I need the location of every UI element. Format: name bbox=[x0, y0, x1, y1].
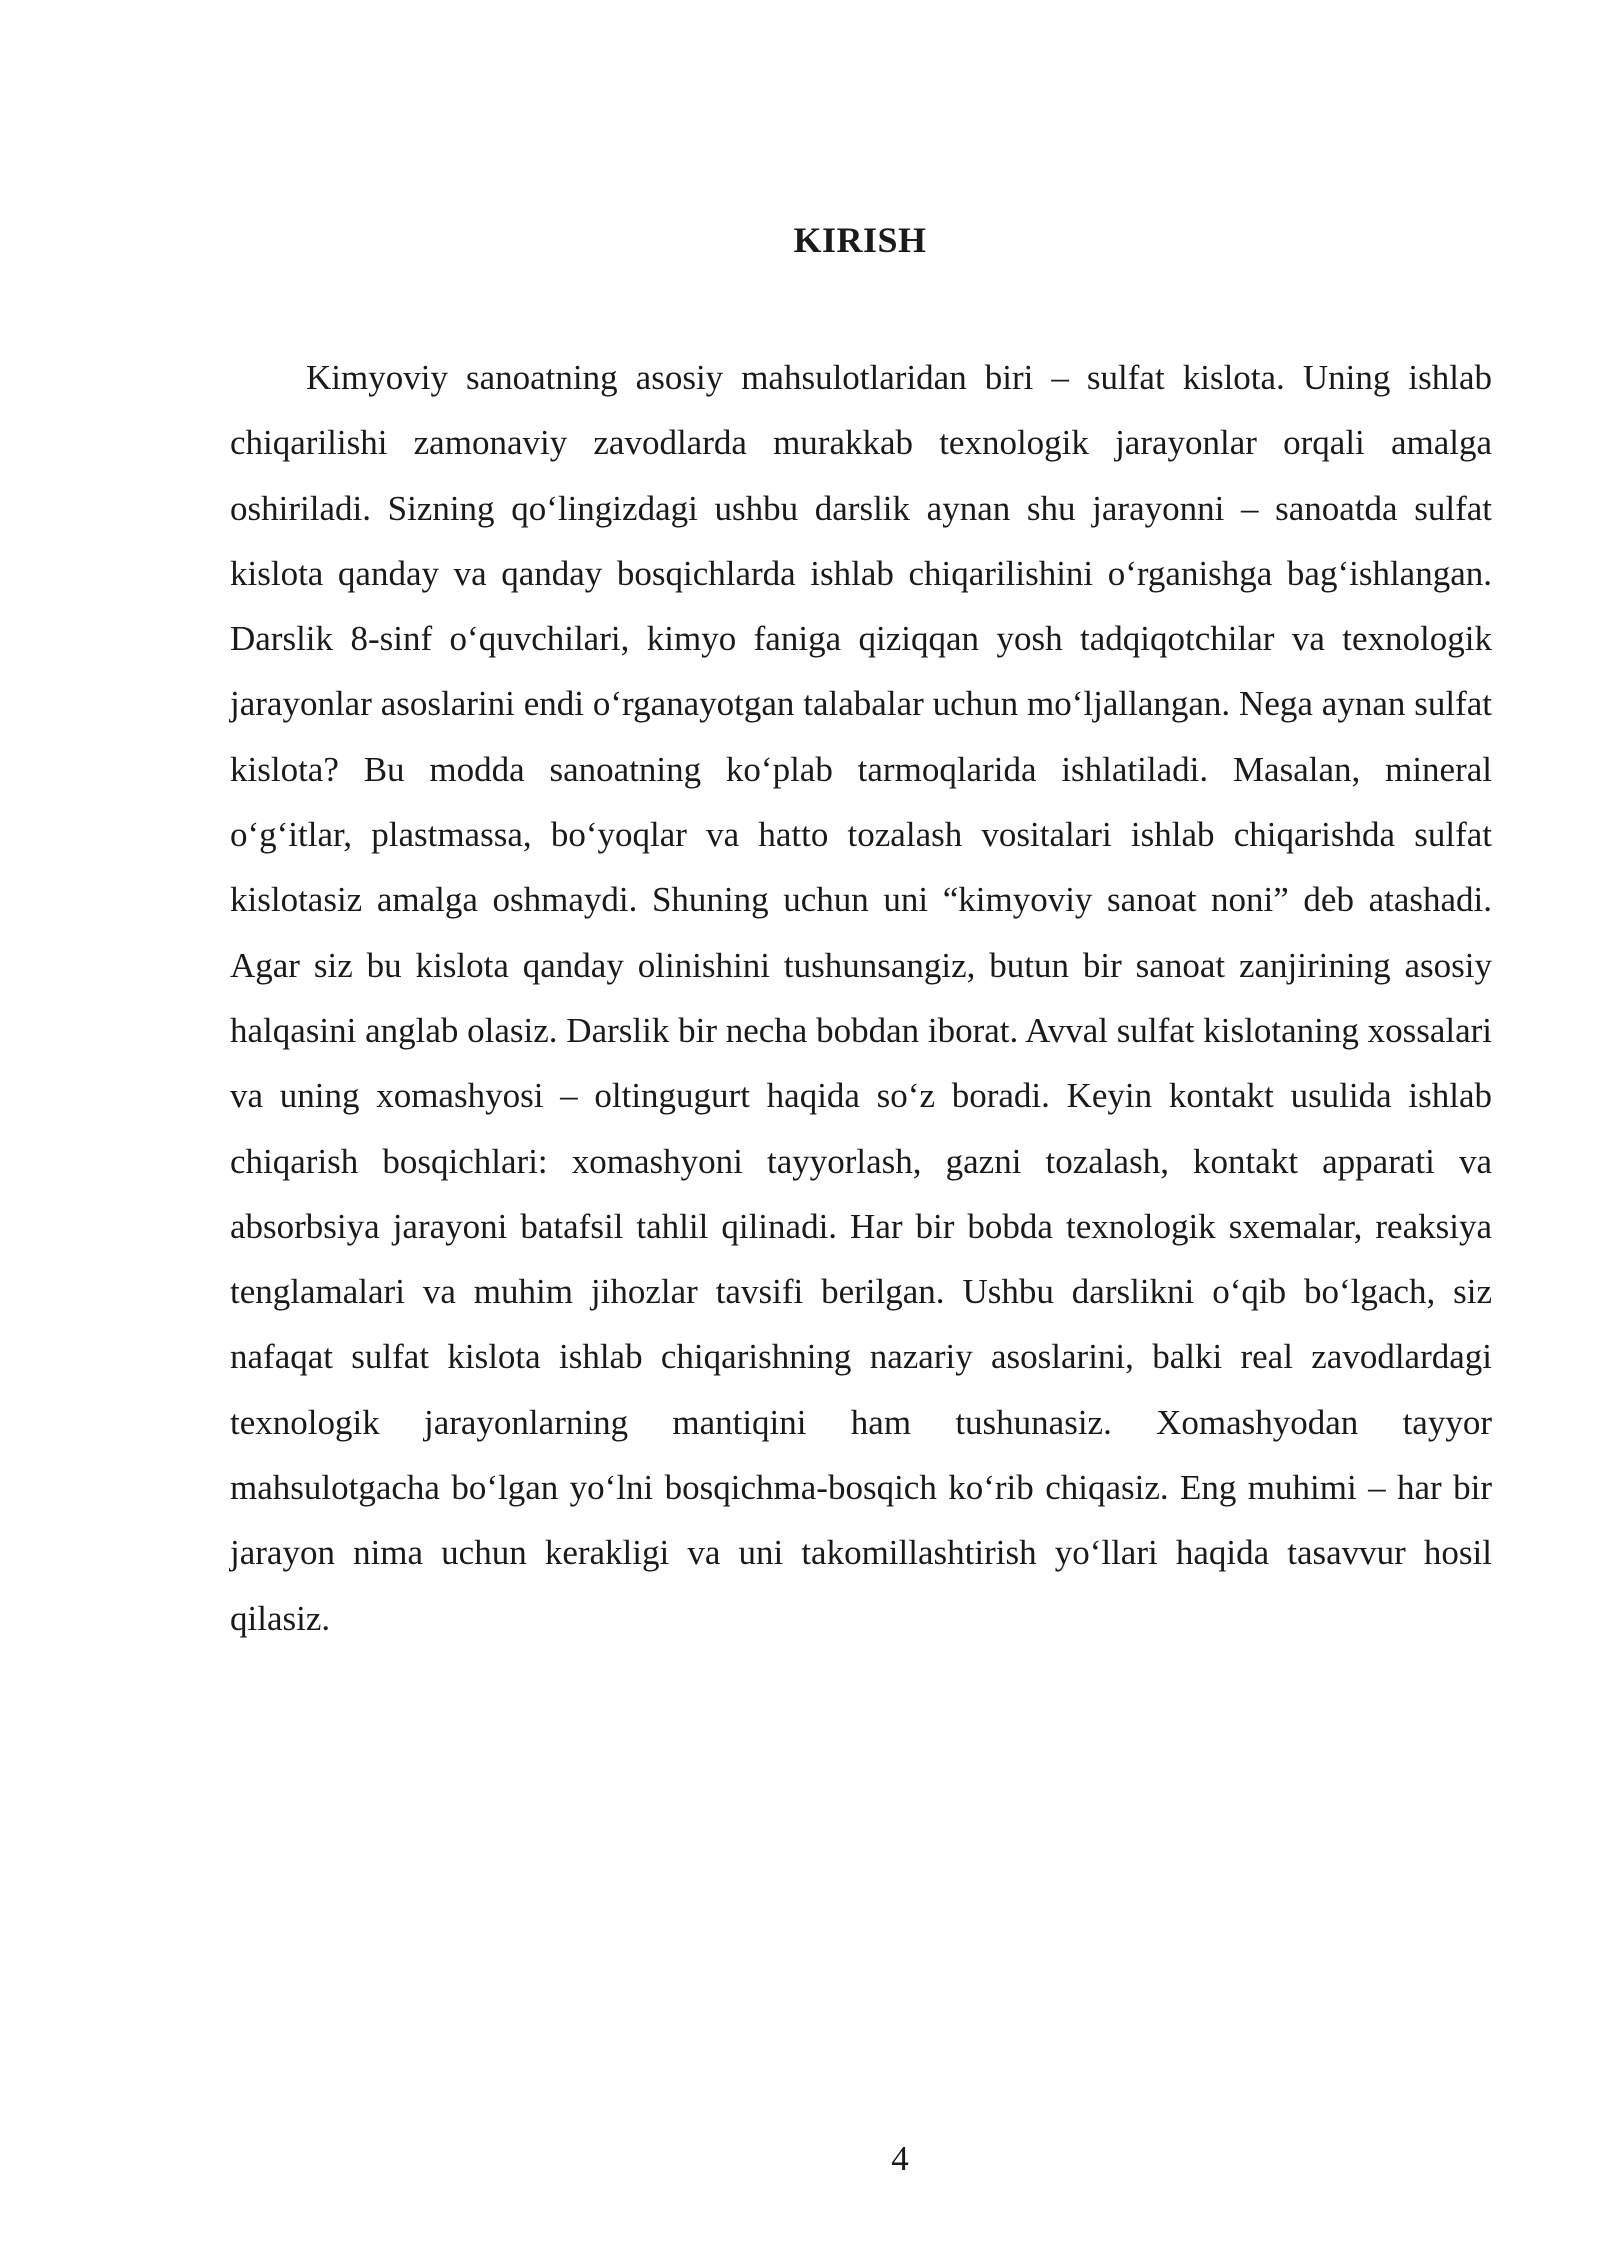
section-title: KIRISH bbox=[793, 220, 927, 260]
body-paragraph: Kimyoviy sanoatning asosiy mahsulotlaridan biri – sulfat kislota. Uning ishlab chiqarilishi zamonaviy zavodlarda murakkab texnologik jarayonlar orqali amalga oshiriladi. Sizning qoʻlingizdagi ushbu darslik aynan shu jarayonni – sanoatda sulfat kislota qanday va qanday bosqichlarda ishlab chiqarilishini oʻrganishga bagʻishlangan. Darslik 8-sinf oʻquvchilari, kimyo faniga qiziqqan yosh tadqiqotchilar va texnologik jarayonlar asoslarini endi oʻrganayotgan talabalar uchun moʻljallangan. Nega aynan sulfat kislota? Bu modda sanoatning koʻplab tarmoqlarida ishlatiladi. Masalan, mineral oʻgʻitlar, plastmassa, boʻyoqlar va hatto tozalash vositalari ishlab chiqarishda sulfat kislotasiz amalga oshmaydi. Shuning uchun uni “kimyoviy sanoat noni” deb atashadi. Agar siz bu kislota qanday olinishini tushunsangiz, butun bir sanoat zanjirining asosiy halqasini anglab olasiz. Darslik bir necha bobdan iborat. Avval sulfat kislotaning xossalari va uning xomashyosi – oltingugurt haqida soʻz boradi. Keyin kontakt usulida ishlab chiqarish bosqichlari: xomashyoni tayyorlash, gazni tozalash, kontakt apparati va absorbsiya jarayoni batafsil tahlil qilinadi. Har bir bobda texnologik sxemalar, reaksiya tenglamalari va muhim jihozlar tavsifi berilgan. Ushbu darslikni oʻqib boʻlgach, siz nafaqat sulfat kislota ishlab chiqarishning nazariy asoslarini, balki real zavodlardagi texnologik jarayonlarning mantiqini ham tushunasiz. Xomashyodan tayyor mahsulotgacha boʻlgan yoʻlni bosqichma-bosqich koʻrib chiqasiz. Eng muhimi – har bir jarayon nima uchun kerakligi va uni takomillashtirish yoʻllari haqida tasavvur hosil qilasiz. bbox=[230, 358, 1492, 1638]
page-number: 4 bbox=[891, 2139, 909, 2178]
